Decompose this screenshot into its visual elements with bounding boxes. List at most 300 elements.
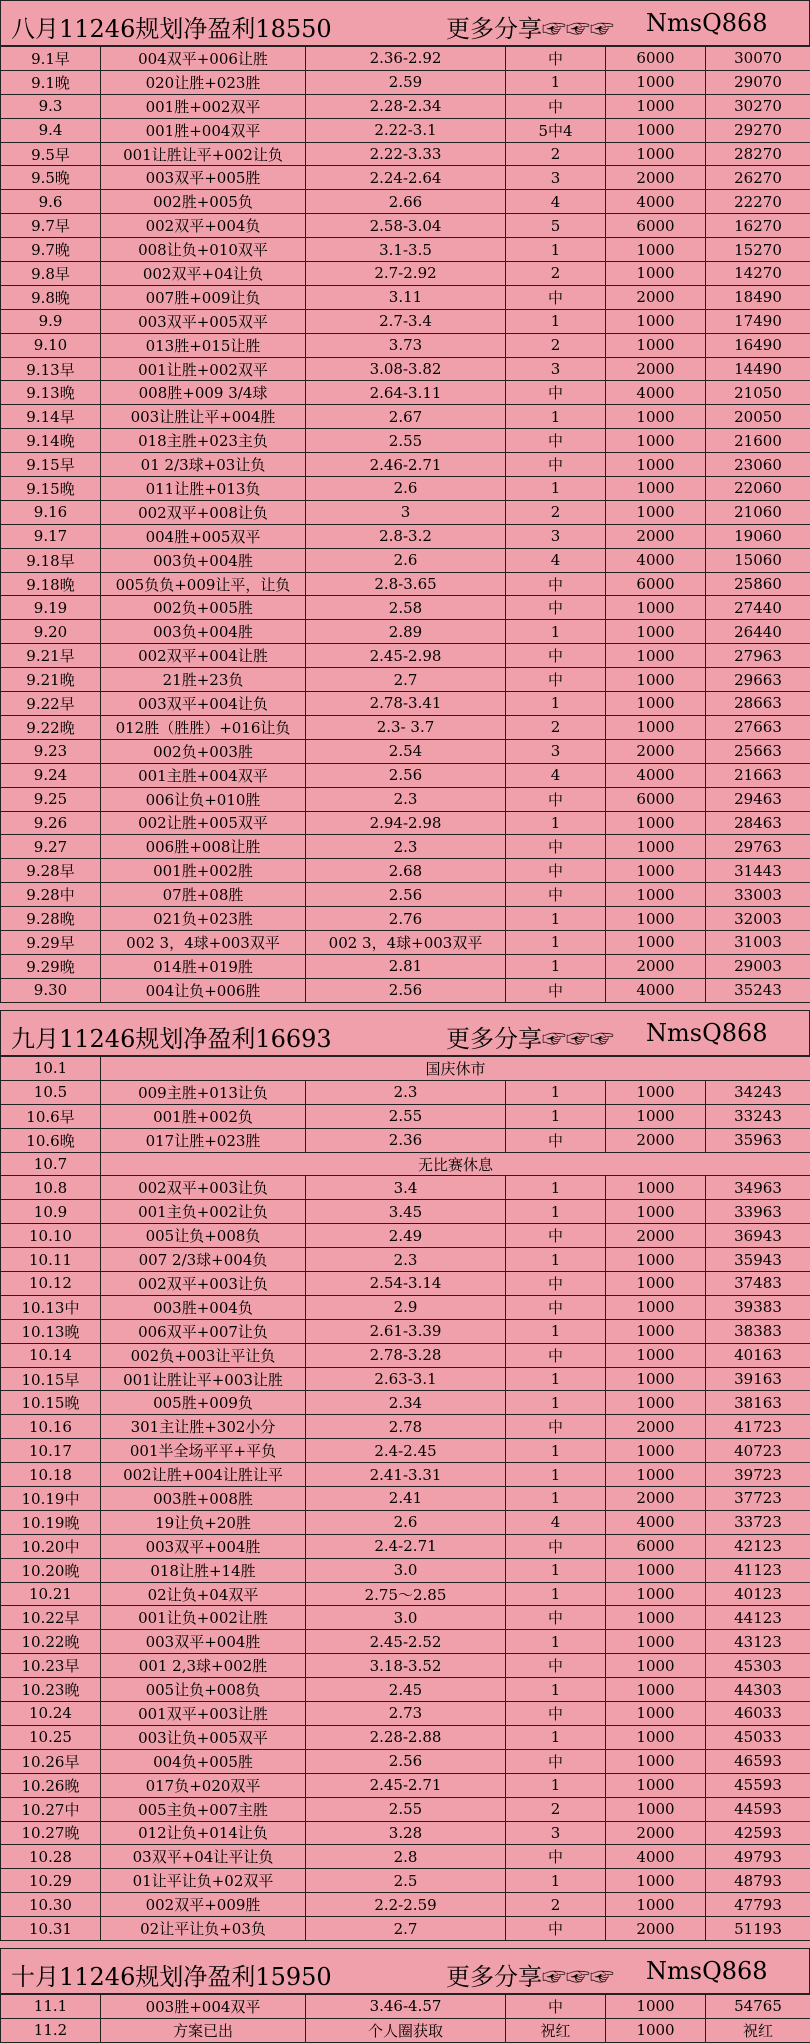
balance-cell: 26270	[706, 166, 810, 190]
result-cell: 中	[506, 1845, 606, 1869]
date-cell: 10.28	[1, 1845, 101, 1869]
section-header-september	[0, 1010, 810, 1056]
result-cell: 中	[506, 1534, 606, 1558]
odds-cell: 2.56	[306, 978, 506, 1002]
date-cell: 9.5早	[1, 142, 101, 166]
table-row	[1, 1654, 810, 1678]
result-cell: 3	[506, 166, 606, 190]
pick-cell: 21胜+23负	[101, 668, 306, 692]
stake-cell: 1000	[606, 1319, 706, 1343]
pick-cell: 003双平+005胜	[101, 166, 306, 190]
table-row	[1, 1869, 810, 1893]
pick-cell: 007胜+009让负	[101, 285, 306, 309]
balance-cell: 42593	[706, 1821, 810, 1845]
pick-cell: 002双平+009胜	[101, 1893, 306, 1917]
date-cell: 10.17	[1, 1439, 101, 1463]
stake-cell: 2000	[606, 357, 706, 381]
stake-cell: 1000	[606, 596, 706, 620]
date-cell: 9.14早	[1, 405, 101, 429]
table-row	[1, 381, 810, 405]
table-row	[1, 429, 810, 453]
balance-cell: 34963	[706, 1176, 810, 1200]
odds-cell: 2.6	[306, 548, 506, 572]
odds-cell: 2.68	[306, 859, 506, 883]
result-cell: 1	[506, 1248, 606, 1272]
result-cell: 中	[506, 381, 606, 405]
date-cell: 10.27中	[1, 1797, 101, 1821]
pick-cell: 013胜+015让胜	[101, 333, 306, 357]
balance-cell: 28270	[706, 142, 810, 166]
stake-cell: 1000	[606, 1176, 706, 1200]
date-cell: 10.26早	[1, 1749, 101, 1773]
balance-cell: 33243	[706, 1104, 810, 1128]
results-table-october	[0, 1056, 810, 1941]
balance-cell: 27663	[706, 715, 810, 739]
table-row	[1, 238, 810, 262]
result-cell: 3	[506, 739, 606, 763]
date-cell: 9.28早	[1, 859, 101, 883]
pick-cell: 012让负+014让负	[101, 1821, 306, 1845]
pick-cell: 002负+003让平让负	[101, 1343, 306, 1367]
odds-cell: 2.41	[306, 1487, 506, 1511]
balance-cell: 38163	[706, 1391, 810, 1415]
table-row	[1, 668, 810, 692]
pick-cell: 003胜+008胜	[101, 1487, 306, 1511]
stake-cell: 1000	[606, 620, 706, 644]
stake-cell: 1000	[606, 859, 706, 883]
odds-cell: 2.7-2.92	[306, 262, 506, 286]
table-row	[1, 978, 810, 1002]
odds-cell: 2.8	[306, 1845, 506, 1869]
date-cell: 10.20晚	[1, 1558, 101, 1582]
odds-cell: 2.58-3.04	[306, 214, 506, 238]
pick-cell: 001 2,3球+002胜	[101, 1654, 306, 1678]
result-cell: 1	[506, 1104, 606, 1128]
result-cell: 1	[506, 907, 606, 931]
stake-cell: 1000	[606, 930, 706, 954]
odds-cell: 2.8-3.2	[306, 524, 506, 548]
date-cell: 10.5	[1, 1080, 101, 1104]
odds-cell: 2.46-2.71	[306, 453, 506, 477]
odds-cell: 2.41-3.31	[306, 1463, 506, 1487]
date-cell: 10.19晚	[1, 1510, 101, 1534]
table-row	[1, 1343, 810, 1367]
balance-cell: 40163	[706, 1343, 810, 1367]
stake-cell: 1000	[606, 1995, 706, 2019]
date-cell: 9.4	[1, 118, 101, 142]
pick-cell: 003负+004胜	[101, 620, 306, 644]
balance-cell: 29463	[706, 787, 810, 811]
table-row	[1, 907, 810, 931]
stake-cell: 1000	[606, 1702, 706, 1726]
odds-cell: 2.6	[306, 1510, 506, 1534]
balance-cell: 21060	[706, 500, 810, 524]
pick-cell: 002双平+003让负	[101, 1272, 306, 1296]
stake-cell: 1000	[606, 811, 706, 835]
date-cell: 9.6	[1, 190, 101, 214]
pick-cell: 005让负+008负	[101, 1224, 306, 1248]
stake-cell: 1000	[606, 1582, 706, 1606]
pick-cell: 002双平+003让负	[101, 1176, 306, 1200]
odds-cell: 2.8-3.65	[306, 572, 506, 596]
balance-cell: 22060	[706, 477, 810, 501]
result-cell: 2	[506, 715, 606, 739]
balance-cell: 43123	[706, 1630, 810, 1654]
odds-cell: 2.59	[306, 70, 506, 94]
stake-cell: 1000	[606, 1272, 706, 1296]
table-row	[1, 1104, 810, 1128]
odds-cell: 3.1-3.5	[306, 238, 506, 262]
stake-cell: 6000	[606, 572, 706, 596]
date-cell: 9.28中	[1, 883, 101, 907]
result-cell: 1	[506, 1582, 606, 1606]
stake-cell: 1000	[606, 70, 706, 94]
pick-cell: 001半全场平平+平负	[101, 1439, 306, 1463]
result-cell: 中	[506, 859, 606, 883]
share-text: 更多分享☞☞☞	[446, 1957, 614, 1992]
pick-cell: 005胜+009负	[101, 1391, 306, 1415]
balance-cell: 15060	[706, 548, 810, 572]
date-cell: 9.21早	[1, 644, 101, 668]
section-header-october	[0, 1948, 810, 1994]
balance-cell: 25860	[706, 572, 810, 596]
odds-cell: 2.36	[306, 1128, 506, 1152]
pick-cell: 003胜+004负	[101, 1295, 306, 1319]
date-cell: 10.26晚	[1, 1773, 101, 1797]
table-row	[1, 333, 810, 357]
result-cell: 2	[506, 1797, 606, 1821]
date-cell: 9.1早	[1, 47, 101, 71]
stake-cell: 1000	[606, 1725, 706, 1749]
pick-cell: 001让负+002让胜	[101, 1606, 306, 1630]
pick-cell: 021负+023胜	[101, 907, 306, 931]
odds-cell: 3	[306, 500, 506, 524]
odds-cell: 2.34	[306, 1391, 506, 1415]
stake-cell: 2000	[606, 1415, 706, 1439]
balance-cell: 29070	[706, 70, 810, 94]
balance-cell: 31443	[706, 859, 810, 883]
table-row	[1, 453, 810, 477]
table-row	[1, 930, 810, 954]
table-row	[1, 1080, 810, 1104]
table-row	[1, 1749, 810, 1773]
result-cell: 中	[506, 1995, 606, 2019]
result-cell: 中	[506, 94, 606, 118]
result-cell: 1	[506, 1725, 606, 1749]
date-cell: 10.7	[1, 1152, 101, 1176]
result-cell: 1	[506, 1558, 606, 1582]
date-cell: 9.7晚	[1, 238, 101, 262]
stake-cell: 1000	[606, 1463, 706, 1487]
result-cell: 4	[506, 763, 606, 787]
table-row	[1, 1391, 810, 1415]
pick-cell: 001胜+004双平	[101, 118, 306, 142]
balance-cell: 45303	[706, 1654, 810, 1678]
table-row	[1, 1606, 810, 1630]
date-cell: 10.6早	[1, 1104, 101, 1128]
balance-cell: 39163	[706, 1367, 810, 1391]
table-row	[1, 1678, 810, 1702]
table-row	[1, 1176, 810, 1200]
table-row	[1, 1295, 810, 1319]
odds-cell: 3.73	[306, 333, 506, 357]
odds-cell: 2.5	[306, 1869, 506, 1893]
odds-cell: 2.36-2.92	[306, 47, 506, 71]
balance-cell: 51193	[706, 1917, 810, 1941]
table-row	[1, 405, 810, 429]
contact-id: NmsQ868	[646, 1019, 768, 1047]
table-row	[1, 1200, 810, 1224]
result-cell: 中	[506, 1749, 606, 1773]
stake-cell: 1000	[606, 94, 706, 118]
date-cell: 10.31	[1, 1917, 101, 1941]
balance-cell: 38383	[706, 1319, 810, 1343]
stake-cell: 1000	[606, 1295, 706, 1319]
odds-cell: 2.67	[306, 405, 506, 429]
table-row	[1, 811, 810, 835]
section-title: 八月11246规划净盈利18550	[11, 9, 332, 44]
balance-cell: 31003	[706, 930, 810, 954]
result-cell: 5中4	[506, 118, 606, 142]
odds-cell: 2.3	[306, 787, 506, 811]
pick-cell: 002胜+005负	[101, 190, 306, 214]
pick-cell: 002负+003胜	[101, 739, 306, 763]
odds-cell: 2.75～2.85	[306, 1582, 506, 1606]
stake-cell: 1000	[606, 1367, 706, 1391]
stake-cell: 1000	[606, 1391, 706, 1415]
table-row	[1, 859, 810, 883]
date-cell: 10.22晚	[1, 1630, 101, 1654]
pick-cell: 018让胜+14胜	[101, 1558, 306, 1582]
pick-cell: 002双平+008让负	[101, 500, 306, 524]
stake-cell: 4000	[606, 190, 706, 214]
pick-cell: 001胜+002双平	[101, 94, 306, 118]
stake-cell: 2000	[606, 1917, 706, 1941]
merged-note-cell: 国庆休市	[101, 1057, 810, 1081]
table-row	[1, 572, 810, 596]
odds-cell: 2.4-2.45	[306, 1439, 506, 1463]
odds-cell: 3.45	[306, 1200, 506, 1224]
result-cell: 中	[506, 47, 606, 71]
date-cell: 9.8晚	[1, 285, 101, 309]
pick-cell: 003双平+004胜	[101, 1630, 306, 1654]
pick-cell: 002双平+004负	[101, 214, 306, 238]
balance-cell: 44303	[706, 1678, 810, 1702]
result-cell: 2	[506, 1893, 606, 1917]
result-cell: 中	[506, 1606, 606, 1630]
date-cell: 9.10	[1, 333, 101, 357]
result-cell: 中	[506, 1128, 606, 1152]
table-row	[1, 1534, 810, 1558]
date-cell: 10.14	[1, 1343, 101, 1367]
balance-cell: 35243	[706, 978, 810, 1002]
stake-cell: 1000	[606, 309, 706, 333]
odds-cell: 3.11	[306, 285, 506, 309]
stake-cell: 4000	[606, 1845, 706, 1869]
odds-cell: 2.49	[306, 1224, 506, 1248]
result-cell: 中	[506, 883, 606, 907]
date-cell: 9.7早	[1, 214, 101, 238]
stake-cell: 2000	[606, 1487, 706, 1511]
balance-cell: 21600	[706, 429, 810, 453]
date-cell: 9.9	[1, 309, 101, 333]
odds-cell: 2.89	[306, 620, 506, 644]
stake-cell: 1000	[606, 1797, 706, 1821]
section-title: 十月11246规划净盈利15950	[11, 1957, 332, 1992]
result-cell: 1	[506, 1080, 606, 1104]
odds-cell: 2.55	[306, 429, 506, 453]
pick-cell: 011让胜+013负	[101, 477, 306, 501]
date-cell: 9.25	[1, 787, 101, 811]
table-row	[1, 309, 810, 333]
table-row	[1, 1893, 810, 1917]
date-cell: 9.14晚	[1, 429, 101, 453]
stake-cell: 1000	[606, 907, 706, 931]
odds-cell: 3.0	[306, 1558, 506, 1582]
balance-cell: 44593	[706, 1797, 810, 1821]
stake-cell: 1000	[606, 500, 706, 524]
pick-cell: 009主胜+013让负	[101, 1080, 306, 1104]
pick-cell: 002负+005胜	[101, 596, 306, 620]
stake-cell: 1000	[606, 453, 706, 477]
stake-cell: 1000	[606, 2018, 706, 2042]
date-cell: 9.22晚	[1, 715, 101, 739]
table-row	[1, 142, 810, 166]
date-cell: 10.23晚	[1, 1678, 101, 1702]
date-cell: 10.15早	[1, 1367, 101, 1391]
result-cell: 中	[506, 572, 606, 596]
pick-cell: 003双平+004让负	[101, 692, 306, 716]
balance-cell: 35943	[706, 1248, 810, 1272]
stake-cell: 1000	[606, 1080, 706, 1104]
result-cell: 中	[506, 1702, 606, 1726]
date-cell: 9.13晚	[1, 381, 101, 405]
odds-cell: 2.73	[306, 1702, 506, 1726]
pick-cell: 003双平+005双平	[101, 309, 306, 333]
pick-cell: 018主胜+023主负	[101, 429, 306, 453]
odds-cell: 2.3- 3.7	[306, 715, 506, 739]
pick-cell: 004负+005胜	[101, 1749, 306, 1773]
date-cell: 11.2	[1, 2018, 101, 2042]
pick-cell: 002双平+04让负	[101, 262, 306, 286]
table-row	[1, 1272, 810, 1296]
date-cell: 9.8早	[1, 262, 101, 286]
table-row	[1, 70, 810, 94]
odds-cell: 2.6	[306, 477, 506, 501]
balance-cell: 39723	[706, 1463, 810, 1487]
table-row	[1, 357, 810, 381]
table-row	[1, 524, 810, 548]
date-cell: 9.1晚	[1, 70, 101, 94]
table-row	[1, 1128, 810, 1152]
stake-cell: 2000	[606, 285, 706, 309]
balance-cell: 47793	[706, 1893, 810, 1917]
date-cell: 10.29	[1, 1869, 101, 1893]
balance-cell: 27963	[706, 644, 810, 668]
stake-cell: 4000	[606, 763, 706, 787]
table-row	[1, 1725, 810, 1749]
result-cell: 1	[506, 954, 606, 978]
date-cell: 9.16	[1, 500, 101, 524]
pick-cell: 017让胜+023胜	[101, 1128, 306, 1152]
section-title: 九月11246规划净盈利16693	[11, 1019, 332, 1054]
table-row	[1, 1367, 810, 1391]
odds-cell: 2.22-3.33	[306, 142, 506, 166]
balance-cell: 28463	[706, 811, 810, 835]
pick-cell: 001主胜+004双平	[101, 763, 306, 787]
pick-cell: 005让负+008负	[101, 1678, 306, 1702]
odds-cell: 2.78-3.28	[306, 1343, 506, 1367]
stake-cell: 1000	[606, 1606, 706, 1630]
result-cell: 1	[506, 1391, 606, 1415]
pick-cell: 006胜+008让胜	[101, 835, 306, 859]
stake-cell: 2000	[606, 1128, 706, 1152]
balance-cell: 36943	[706, 1224, 810, 1248]
date-cell: 10.12	[1, 1272, 101, 1296]
balance-cell: 48793	[706, 1869, 810, 1893]
balance-cell: 20050	[706, 405, 810, 429]
results-table-november	[0, 1994, 810, 2043]
date-cell: 10.11	[1, 1248, 101, 1272]
balance-cell: 14490	[706, 357, 810, 381]
result-cell: 1	[506, 692, 606, 716]
result-cell: 中	[506, 453, 606, 477]
result-cell: 1	[506, 1367, 606, 1391]
result-cell: 中	[506, 668, 606, 692]
pick-cell: 07胜+08胜	[101, 883, 306, 907]
date-cell: 10.18	[1, 1463, 101, 1487]
pick-cell: 008胜+009 3/4球	[101, 381, 306, 405]
stake-cell: 1000	[606, 1439, 706, 1463]
date-cell: 10.23早	[1, 1654, 101, 1678]
stake-cell: 2000	[606, 954, 706, 978]
pick-cell: 004让负+006胜	[101, 978, 306, 1002]
contact-id: NmsQ868	[646, 9, 768, 37]
stake-cell: 1000	[606, 477, 706, 501]
table-row	[1, 477, 810, 501]
balance-cell: 25663	[706, 739, 810, 763]
odds-cell: 2.94-2.98	[306, 811, 506, 835]
balance-cell: 30270	[706, 94, 810, 118]
stake-cell: 1000	[606, 692, 706, 716]
table-row	[1, 1582, 810, 1606]
pick-cell: 002双平+004让胜	[101, 644, 306, 668]
table-row	[1, 1821, 810, 1845]
table-row	[1, 715, 810, 739]
date-cell: 9.29早	[1, 930, 101, 954]
pick-cell: 19让负+20胜	[101, 1510, 306, 1534]
date-cell: 9.15早	[1, 453, 101, 477]
date-cell: 9.3	[1, 94, 101, 118]
stake-cell: 1000	[606, 118, 706, 142]
result-cell: 中	[506, 1295, 606, 1319]
pick-cell: 03双平+04让平让负	[101, 1845, 306, 1869]
result-cell: 1	[506, 1439, 606, 1463]
pick-cell: 01让平让负+02双平	[101, 1869, 306, 1893]
pick-cell: 002让胜+005双平	[101, 811, 306, 835]
odds-cell: 2.9	[306, 1295, 506, 1319]
table-row	[1, 166, 810, 190]
result-cell: 1	[506, 70, 606, 94]
result-cell: 1	[506, 1463, 606, 1487]
pick-cell: 301主让胜+302小分	[101, 1415, 306, 1439]
balance-cell: 29270	[706, 118, 810, 142]
share-text: 更多分享☞☞☞	[446, 1019, 614, 1054]
pick-cell: 003胜+004双平	[101, 1995, 306, 2019]
result-cell: 3	[506, 524, 606, 548]
balance-cell: 37723	[706, 1487, 810, 1511]
odds-cell: 2.78	[306, 1415, 506, 1439]
